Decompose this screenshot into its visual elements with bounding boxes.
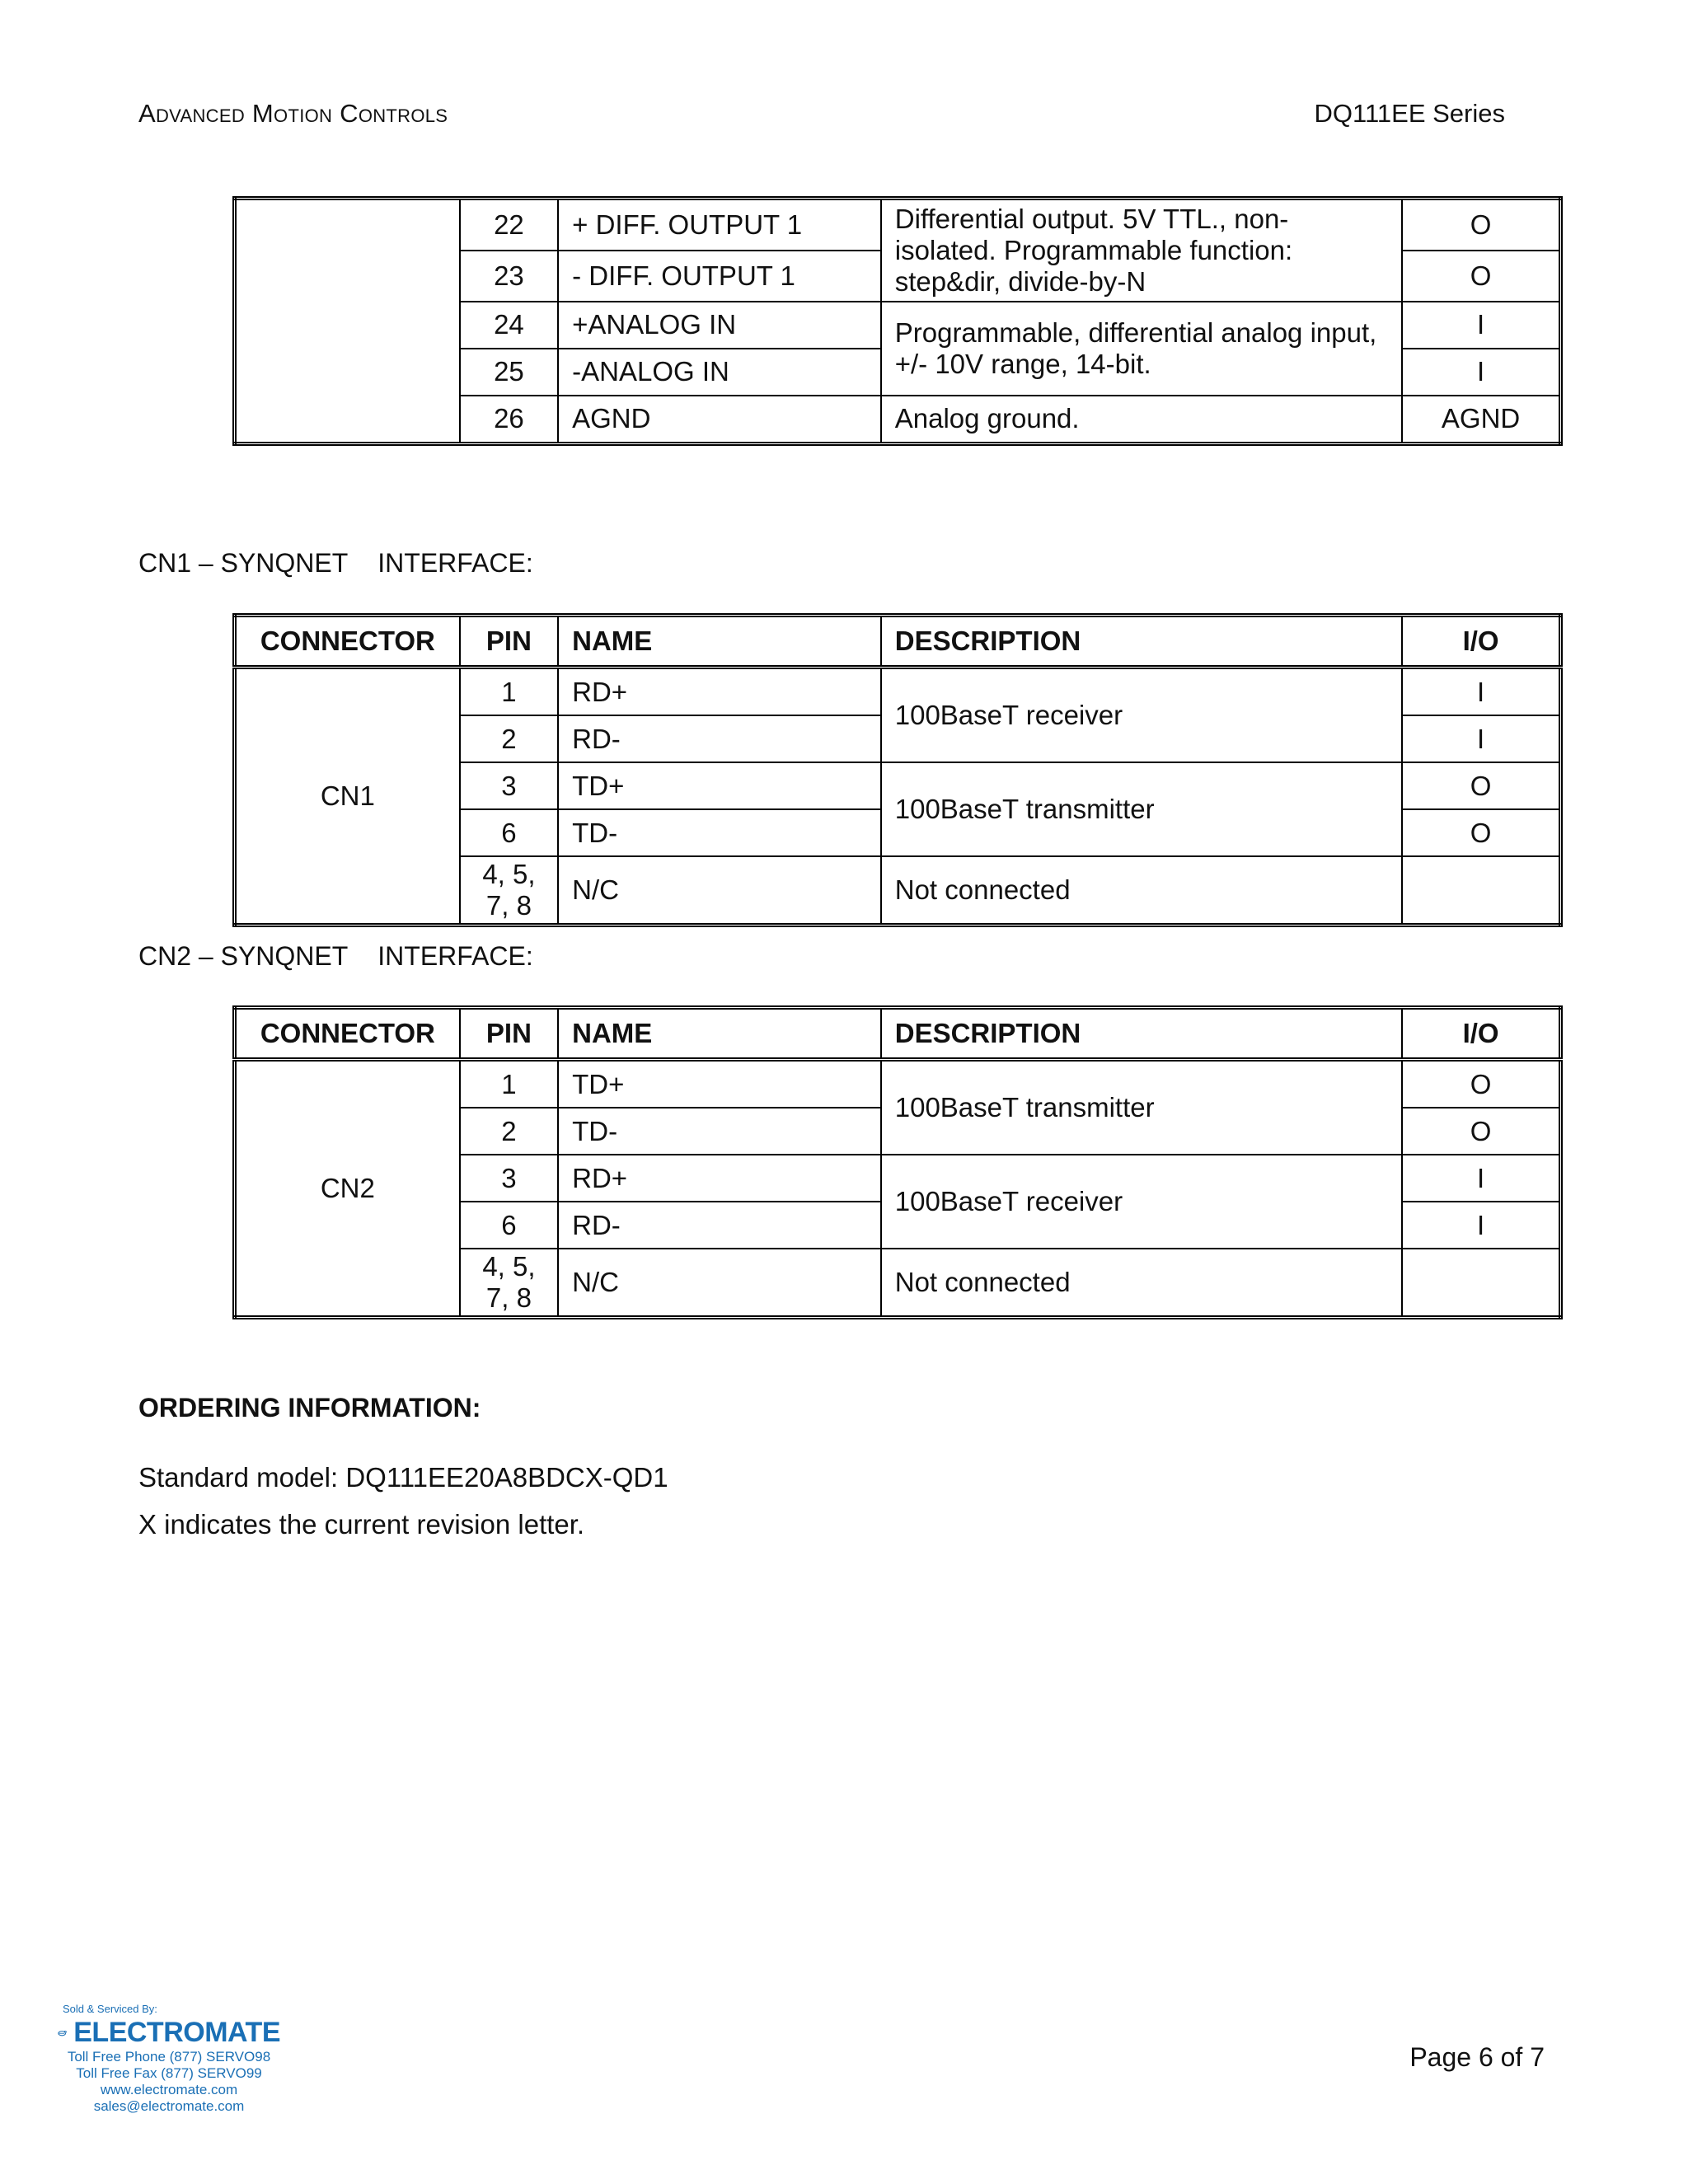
pin-cell: 23 — [460, 251, 558, 302]
column-header: NAME — [558, 616, 881, 668]
name-cell: RD+ — [558, 1155, 881, 1202]
pin-cell: 3 — [460, 762, 558, 809]
cn1-title-part-a: CN1 – SYNQNET — [138, 548, 349, 578]
pin-cell: 1 — [460, 1060, 558, 1108]
io-cell: I — [1402, 1202, 1560, 1249]
description-cell: Analog ground. — [881, 396, 1402, 444]
signal-table-continued — [232, 196, 1563, 446]
cn1-section-title — [138, 548, 533, 579]
pin-cell: 25 — [460, 349, 558, 396]
table-header-row — [235, 1008, 1561, 1060]
name-cell: RD+ — [558, 668, 881, 716]
column-header: PIN — [460, 1008, 558, 1060]
connector-cell-empty — [235, 199, 460, 444]
table-header-row — [235, 616, 1561, 668]
cn2-pin-table — [232, 1005, 1563, 1319]
io-cell: O — [1402, 251, 1560, 302]
name-cell: RD- — [558, 1202, 881, 1249]
cn2-section-title — [138, 941, 533, 972]
pin-cell: 22 — [460, 199, 558, 251]
pin-cell: 4, 5, 7, 8 — [460, 856, 558, 925]
connector-cell: CN2 — [235, 1060, 460, 1318]
column-header: I/O — [1402, 1008, 1560, 1060]
cn1-pin-table — [232, 613, 1563, 927]
name-cell: TD- — [558, 1108, 881, 1155]
io-cell: I — [1402, 715, 1560, 762]
description-cell: Not connected — [881, 1249, 1402, 1317]
pin-cell: 6 — [460, 809, 558, 856]
name-cell: -ANALOG IN — [558, 349, 881, 396]
electromate-logo — [58, 2003, 280, 2115]
io-cell: I — [1402, 302, 1560, 349]
description-cell: Differential output. 5V TTL., non-isolated. Programmable function: step&dir, divide-by-N — [881, 199, 1402, 302]
header-company: Advanced Motion Controls — [138, 99, 448, 128]
description-cell: Not connected — [881, 856, 1402, 925]
io-cell: O — [1402, 1060, 1560, 1108]
pin-cell: 26 — [460, 396, 558, 444]
pin-cell: 1 — [460, 668, 558, 716]
brand-row — [58, 2017, 280, 2049]
io-cell: O — [1402, 762, 1560, 809]
io-cell: AGND — [1402, 396, 1560, 444]
cn1-title-part-b: INTERFACE: — [377, 548, 533, 578]
io-cell: I — [1402, 668, 1560, 716]
column-header: PIN — [460, 616, 558, 668]
table-row — [235, 1060, 1561, 1108]
name-cell: TD+ — [558, 1060, 881, 1108]
pin-cell: 6 — [460, 1202, 558, 1249]
fax-text: Toll Free Fax (877) SERVO99 — [76, 2065, 262, 2081]
description-cell: 100BaseT transmitter — [881, 1060, 1402, 1155]
pin-cell: 2 — [460, 715, 558, 762]
cn2-title-part-b: INTERFACE: — [377, 941, 533, 971]
standard-model-text: Standard model: DQ111EE20A8BDCX-QD1 — [138, 1462, 668, 1493]
io-cell: O — [1402, 809, 1560, 856]
name-cell: TD+ — [558, 762, 881, 809]
pin-cell: 2 — [460, 1108, 558, 1155]
pin-cell: 24 — [460, 302, 558, 349]
brand-name: ELECTROMATE — [73, 2017, 280, 2048]
io-cell: I — [1402, 349, 1560, 396]
description-cell: 100BaseT transmitter — [881, 762, 1402, 856]
io-cell: O — [1402, 1108, 1560, 1155]
ordering-title: ORDERING INFORMATION: — [138, 1393, 481, 1422]
page-number: Page 6 of 7 — [1409, 2042, 1545, 2072]
website-text: www.electromate.com — [100, 2082, 238, 2097]
email-text: sales@electromate.com — [93, 2098, 245, 2114]
sold-by-text: Sold & Serviced By: — [63, 2003, 157, 2015]
header-series: DQ111EE Series — [1314, 99, 1505, 128]
column-header: CONNECTOR — [235, 616, 460, 668]
name-cell: - DIFF. OUTPUT 1 — [558, 251, 881, 302]
description-cell: 100BaseT receiver — [881, 1155, 1402, 1249]
io-cell: I — [1402, 1155, 1560, 1202]
description-cell: Programmable, differential analog input, +/- 10V range, 14-bit. — [881, 302, 1402, 396]
description-cell: 100BaseT receiver — [881, 668, 1402, 763]
column-header: DESCRIPTION — [881, 1008, 1402, 1060]
name-cell: RD- — [558, 715, 881, 762]
column-header: I/O — [1402, 616, 1560, 668]
name-cell: AGND — [558, 396, 881, 444]
table-row — [235, 668, 1561, 716]
name-cell: N/C — [558, 1249, 881, 1317]
column-header: DESCRIPTION — [881, 616, 1402, 668]
name-cell: TD- — [558, 809, 881, 856]
revision-note-text: X indicates the current revision letter. — [138, 1509, 585, 1540]
name-cell: N/C — [558, 856, 881, 925]
io-cell: O — [1402, 199, 1560, 251]
column-header: NAME — [558, 1008, 881, 1060]
name-cell: +ANALOG IN — [558, 302, 881, 349]
connector-cell: CN1 — [235, 668, 460, 926]
phone-text: Toll Free Phone (877) SERVO98 — [67, 2049, 271, 2064]
pin-cell: 3 — [460, 1155, 558, 1202]
column-header: CONNECTOR — [235, 1008, 460, 1060]
electromate-swoosh-icon — [58, 2019, 67, 2047]
io-cell — [1402, 856, 1560, 925]
io-cell — [1402, 1249, 1560, 1317]
name-cell: + DIFF. OUTPUT 1 — [558, 199, 881, 251]
cn2-title-part-a: CN2 – SYNQNET — [138, 941, 349, 971]
table-row — [235, 199, 1561, 251]
pin-cell: 4, 5, 7, 8 — [460, 1249, 558, 1317]
